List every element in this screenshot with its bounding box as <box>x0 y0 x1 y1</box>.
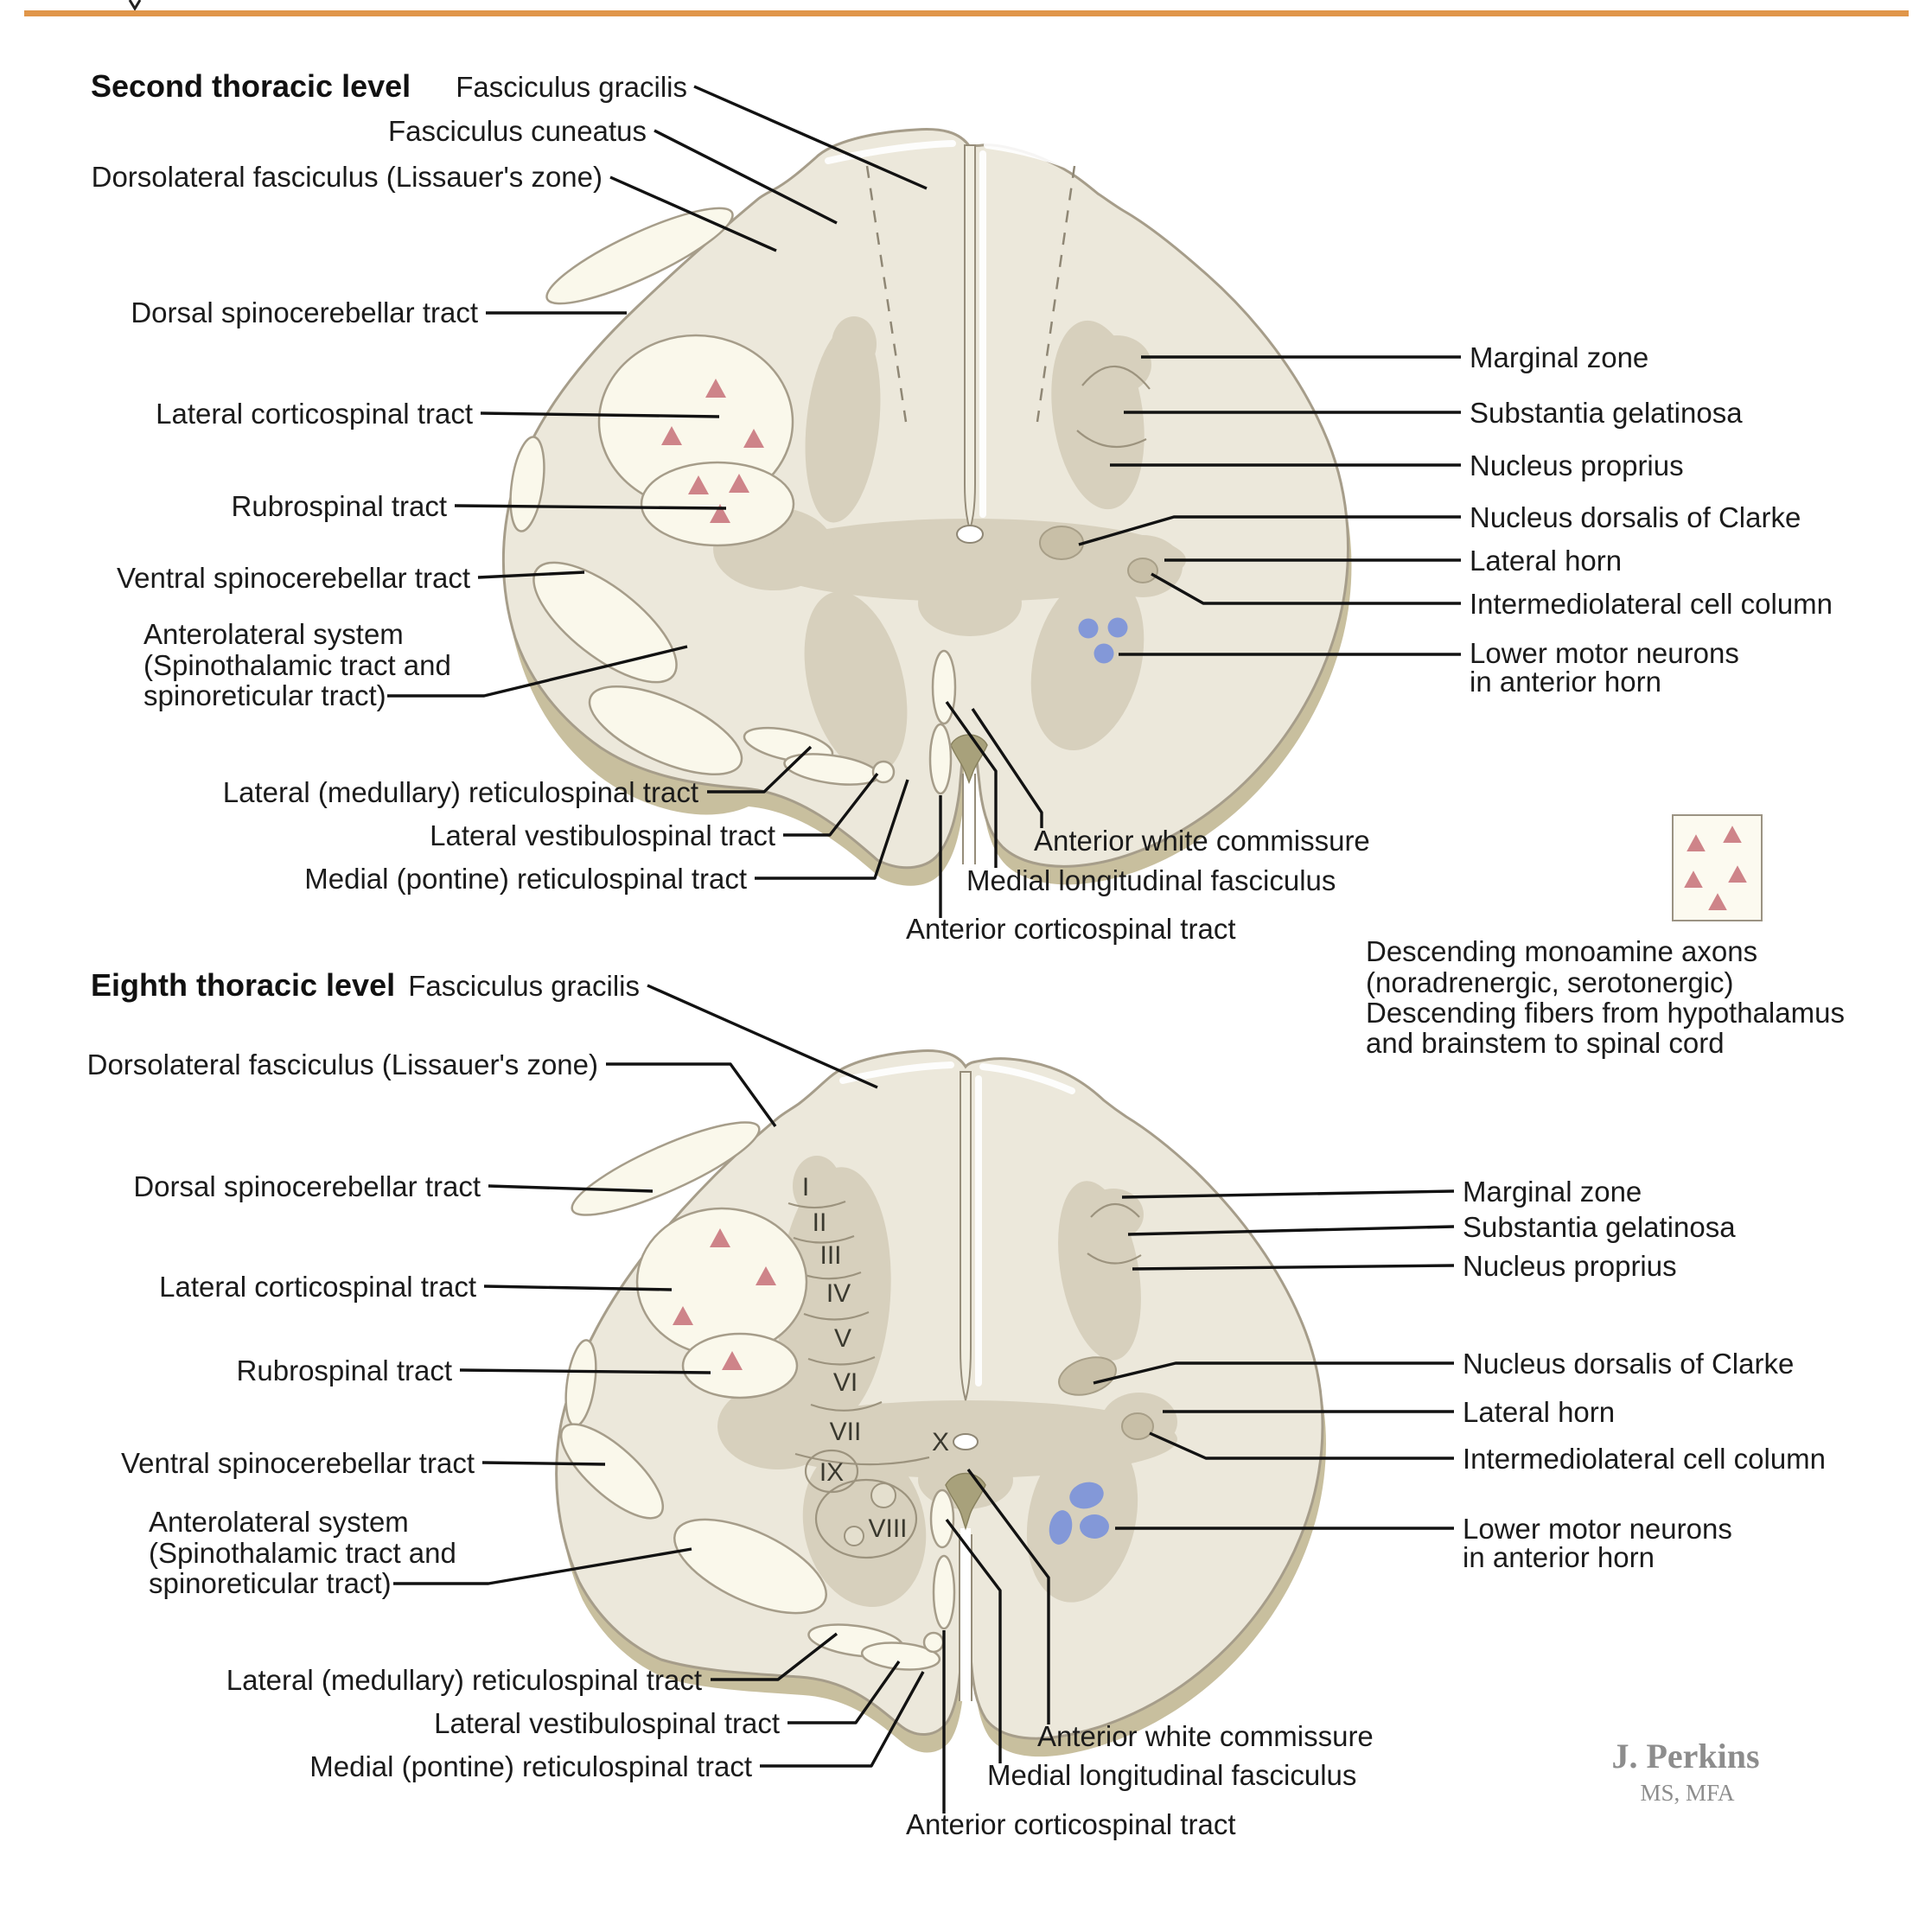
t8-label-dorsal-spinocerebellar: Dorsal spinocerebellar tract <box>133 1170 481 1202</box>
t2-label-substantia-gelatinosa: Substantia gelatinosa <box>1470 397 1743 429</box>
t8-label-lmn-2: in anterior horn <box>1463 1541 1655 1573</box>
t2-label-nucleus-dorsalis: Nucleus dorsalis of Clarke <box>1470 501 1801 533</box>
t2-label-nucleus-proprius: Nucleus proprius <box>1470 449 1684 481</box>
t8-lamina-iii: III <box>819 1241 842 1270</box>
t8-label-anterolateral-3: spinoreticular tract) <box>149 1567 392 1599</box>
t8-label-anterolateral-1: Anterolateral system <box>149 1506 409 1538</box>
t2-label-intermediolateral: Intermediolateral cell column <box>1470 588 1833 620</box>
credit-degrees: MS, MFA <box>1640 1780 1735 1806</box>
t8-label-anterolateral-2: (Spinothalamic tract and <box>149 1537 456 1569</box>
t2-label-rubrospinal: Rubrospinal tract <box>231 490 447 522</box>
t8-label-marginal-zone: Marginal zone <box>1463 1176 1642 1208</box>
t2-title: Second thoracic level <box>91 68 411 104</box>
t8-lamina-iv: IV <box>826 1279 851 1308</box>
t2-mlf-region <box>933 651 955 724</box>
t8-label-nucleus-dorsalis: Nucleus dorsalis of Clarke <box>1463 1348 1795 1380</box>
t2-label-medial-longitudinal-fasciculus: Medial longitudinal fasciculus <box>966 864 1336 896</box>
t8-label-lmn-1: Lower motor neurons <box>1463 1513 1732 1545</box>
legend <box>1366 815 1845 1059</box>
t8-lamina-i: I <box>801 1173 810 1202</box>
t2-label-dorsal-spinocerebellar: Dorsal spinocerebellar tract <box>131 296 478 328</box>
t8-label-nucleus-proprius: Nucleus proprius <box>1463 1250 1677 1282</box>
t2-label-lateral-medullary-reticulospinal: Lateral (medullary) reticulospinal tract <box>222 776 698 808</box>
page-header <box>24 0 1909 16</box>
t2-medial-reticulospinal-region <box>873 762 894 782</box>
t2-label-lateral-horn: Lateral horn <box>1470 545 1623 577</box>
t8-lamina-x: X <box>931 1428 950 1457</box>
orange-rule <box>24 10 1909 16</box>
t2-label-anterolateral-2: (Spinothalamic tract and <box>143 649 451 681</box>
t8-lamina-v: V <box>833 1324 852 1353</box>
t2-intermediolateral-column <box>1128 558 1157 583</box>
t2-anterior-corticospinal-region <box>930 724 951 794</box>
cropped-heading-glyph <box>130 0 140 9</box>
t8-cross-section <box>548 1051 1326 1757</box>
t2-dorsal-median-septum <box>965 145 975 530</box>
legend-line-3: Descending fibers from hypothalamus <box>1366 997 1845 1029</box>
artist-credit <box>1611 1737 1759 1806</box>
t2-label-fasciculus-gracilis: Fasciculus gracilis <box>456 71 687 103</box>
t8-mlf-region <box>931 1490 953 1547</box>
t2-nucleus-dorsalis-clarke <box>1040 526 1083 559</box>
t8-label-medial-pontine-reticulospinal: Medial (pontine) reticulospinal tract <box>309 1750 752 1782</box>
t8-anterior-corticospinal-region <box>934 1556 954 1629</box>
t8-label-dorsolateral-fasciculus: Dorsolateral fasciculus (Lissauer's zone) <box>86 1049 598 1080</box>
t2-label-lateral-vestibulospinal: Lateral vestibulospinal tract <box>430 819 775 851</box>
t2-label-marginal-zone: Marginal zone <box>1470 341 1649 373</box>
t2-label-anterolateral-3: spinoreticular tract) <box>143 679 386 711</box>
t8-central-canal <box>953 1434 978 1450</box>
t8-label-fasciculus-gracilis: Fasciculus gracilis <box>408 970 640 1002</box>
t8-lamina-ix: IX <box>819 1458 845 1487</box>
t2-label-lateral-corticospinal: Lateral corticospinal tract <box>156 398 473 430</box>
t2-central-canal <box>957 526 983 543</box>
t8-label-medial-longitudinal-fasciculus: Medial longitudinal fasciculus <box>987 1759 1357 1791</box>
t8-label-intermediolateral: Intermediolateral cell column <box>1463 1443 1827 1475</box>
t8-lamina-vi: VI <box>832 1368 858 1397</box>
t2-label-medial-pontine-reticulospinal: Medial (pontine) reticulospinal tract <box>304 863 747 895</box>
t2-label-anterolateral-1: Anterolateral system <box>143 618 404 650</box>
legend-line-4: and brainstem to spinal cord <box>1366 1027 1725 1059</box>
t8-label-anterior-white-commissure: Anterior white commissure <box>1037 1720 1374 1752</box>
t8-title: Eighth thoracic level <box>91 967 396 1003</box>
t8-dorsal-median-septum <box>960 1072 971 1400</box>
t8-label-anterior-corticospinal: Anterior corticospinal tract <box>906 1808 1236 1840</box>
t2-label-ventral-spinocerebellar: Ventral spinocerebellar tract <box>116 562 470 594</box>
t8-label-lateral-vestibulospinal: Lateral vestibulospinal tract <box>434 1707 780 1739</box>
t8-label-lateral-corticospinal: Lateral corticospinal tract <box>159 1271 476 1303</box>
t8-lamina-vii: VII <box>829 1418 862 1446</box>
t2-label-dorsolateral-fasciculus: Dorsolateral fasciculus (Lissauer's zone) <box>91 161 603 193</box>
t8-lamina-viii: VIII <box>868 1514 908 1543</box>
t8-intermediolateral-column <box>1122 1413 1153 1439</box>
t8-label-substantia-gelatinosa: Substantia gelatinosa <box>1463 1211 1736 1243</box>
t8-label-ventral-spinocerebellar: Ventral spinocerebellar tract <box>120 1447 475 1479</box>
t8-label-lateral-medullary-reticulospinal: Lateral (medullary) reticulospinal tract <box>226 1664 702 1696</box>
t2-label-anterior-corticospinal: Anterior corticospinal tract <box>906 913 1236 945</box>
t8-lamina-ii: II <box>812 1208 827 1237</box>
credit-name: J. Perkins <box>1611 1737 1760 1775</box>
t8-lateral-corticospinal-region <box>637 1208 807 1355</box>
t8-medial-reticulospinal-region <box>924 1633 943 1652</box>
t8-label-rubrospinal: Rubrospinal tract <box>236 1355 452 1386</box>
legend-line-1: Descending monoamine axons <box>1366 935 1758 967</box>
t2-label-fasciculus-cuneatus: Fasciculus cuneatus <box>388 115 647 147</box>
t2-rubrospinal-region <box>641 462 794 545</box>
legend-line-2: (noradrenergic, serotonergic) <box>1366 966 1734 998</box>
t2-label-lmn-1: Lower motor neurons <box>1470 637 1739 669</box>
t8-label-lateral-horn: Lateral horn <box>1463 1396 1616 1428</box>
t2-label-lmn-2: in anterior horn <box>1470 666 1661 698</box>
t2-label-anterior-white-commissure: Anterior white commissure <box>1034 825 1370 857</box>
